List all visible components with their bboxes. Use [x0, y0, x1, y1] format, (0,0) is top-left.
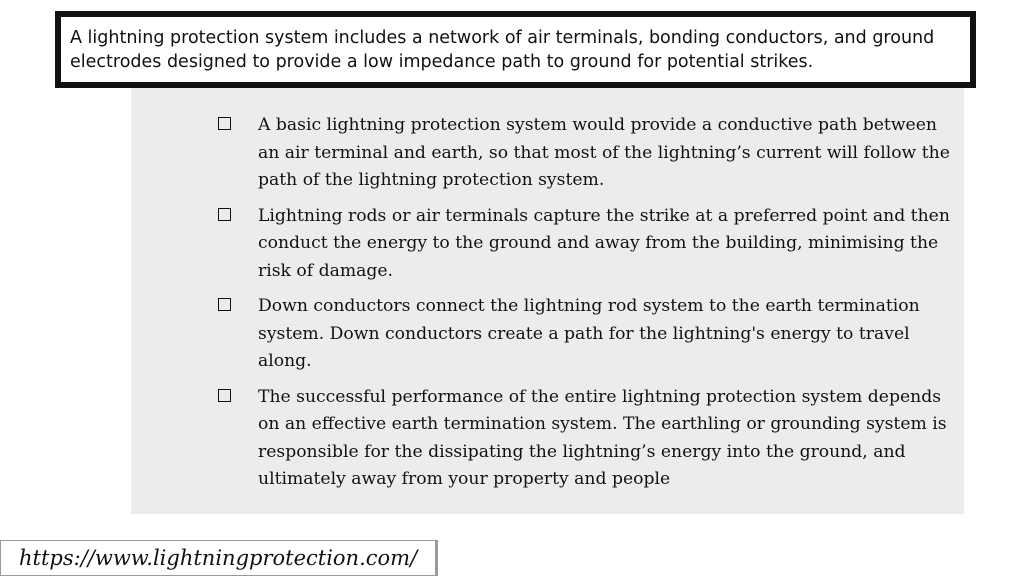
bullet-text: A basic lightning protection system would provide a conductive path between an air terminal and earth, so that most of the lightning’s current will follow the path of the lightning protection system.: [258, 115, 950, 190]
bullet-text: Lightning rods or air terminals capture the strike at a preferred point and then conduct the energy to the ground and away from the building, minimising the risk of damage.: [258, 205, 950, 281]
source-url-text: https://www.lightningprotection.com/: [19, 546, 418, 570]
bullet-text: The successful performance of the entire lightning protection system depends on an effective earth termination system. The earthling or grounding system is responsible for the dissipating the lightning’s energy into the ground, and ultimately away from your property and people: [258, 386, 947, 489]
square-bullet-icon: [218, 389, 231, 402]
bullet-text: Down conductors connect the lightning rod system to the earth termination system. Down conductors create a path for the lightning's energy to travel along.: [258, 296, 920, 371]
square-bullet-icon: [218, 117, 231, 130]
square-bullet-icon: [218, 208, 231, 221]
square-bullet-icon: [218, 298, 231, 311]
header-text: A lightning protection system includes a network of air terminals, bonding conductors, and ground electrodes designed to provide a low impedance path to ground for potential strikes.: [70, 28, 935, 72]
list-item: [215, 112, 960, 195]
list-item: [215, 384, 960, 494]
list-item: [215, 293, 960, 376]
bullet-list: [215, 112, 960, 502]
source-url-box: [0, 540, 438, 576]
header-box: [55, 11, 976, 88]
list-item: [215, 203, 960, 286]
